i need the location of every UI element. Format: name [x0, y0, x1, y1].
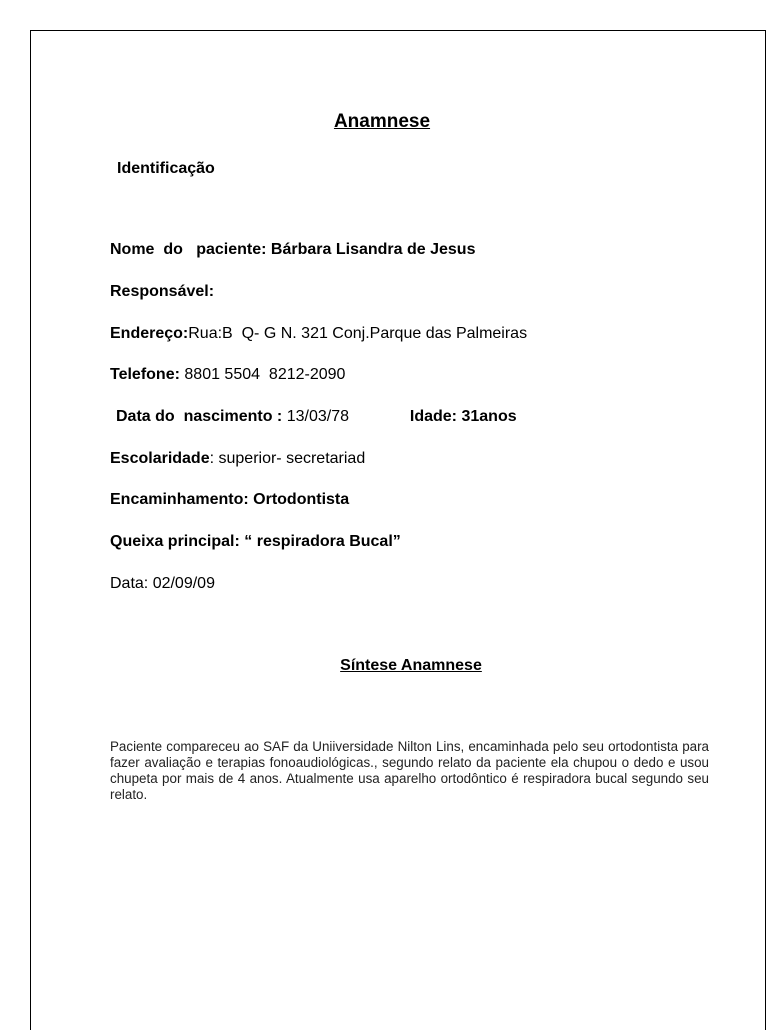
encaminhamento-value: Ortodontista [253, 491, 350, 508]
section-identificacao: Identificação [117, 160, 215, 177]
nascimento-value: 13/03/78 [286, 408, 349, 425]
encaminhamento-label: Encaminhamento: [110, 491, 249, 508]
escolaridade-value: : superior- secretariad [209, 450, 366, 467]
field-queixa [110, 533, 401, 551]
responsavel-label: Responsável: [110, 283, 215, 300]
queixa-label: Queixa principal: [110, 533, 240, 550]
field-responsavel [110, 283, 214, 301]
idade-label: Idade: [409, 408, 458, 425]
data-text: Data: 02/09/09 [110, 575, 215, 592]
field-encaminhamento [110, 491, 349, 509]
sintese-title: Síntese Anamnese [340, 657, 482, 674]
field-nascimento [116, 408, 517, 426]
field-nome [110, 241, 475, 259]
nome-label: Nome do paciente: [110, 241, 267, 258]
endereco-value: Rua:B Q- G N. 321 Conj.Parque das Palmeiras [188, 325, 528, 342]
nascimento-label: Data do nascimento : [116, 408, 283, 425]
document-title: Anamnese [333, 111, 431, 132]
telefone-value: 8801 5504 8212-2090 [184, 366, 346, 383]
queixa-value: “ respiradora Bucal” [244, 533, 401, 550]
telefone-label: Telefone: [110, 366, 180, 383]
field-data [110, 575, 215, 593]
endereco-label: Endereço: [110, 325, 189, 342]
document-page [30, 30, 766, 1030]
escolaridade-label: Escolaridade [110, 450, 210, 467]
field-escolaridade [110, 450, 365, 468]
sintese-paragraph: Paciente compareceu ao SAF da Uniiversidade Nilton Lins, encaminhada pelo seu ortodontista para fazer avaliação e terapias fonoaudiológicas., segundo relato da paciente ela chupou o dedo e usou chupeta por mais de 4 anos. Atualmente usa aparelho ortodôntico é respiradora bucal segundo seu relato. [110, 739, 709, 802]
field-telefone [110, 366, 345, 384]
idade-value: 31anos [461, 408, 517, 425]
nome-value: Bárbara Lisandra de Jesus [270, 241, 476, 258]
field-endereco [110, 325, 527, 343]
